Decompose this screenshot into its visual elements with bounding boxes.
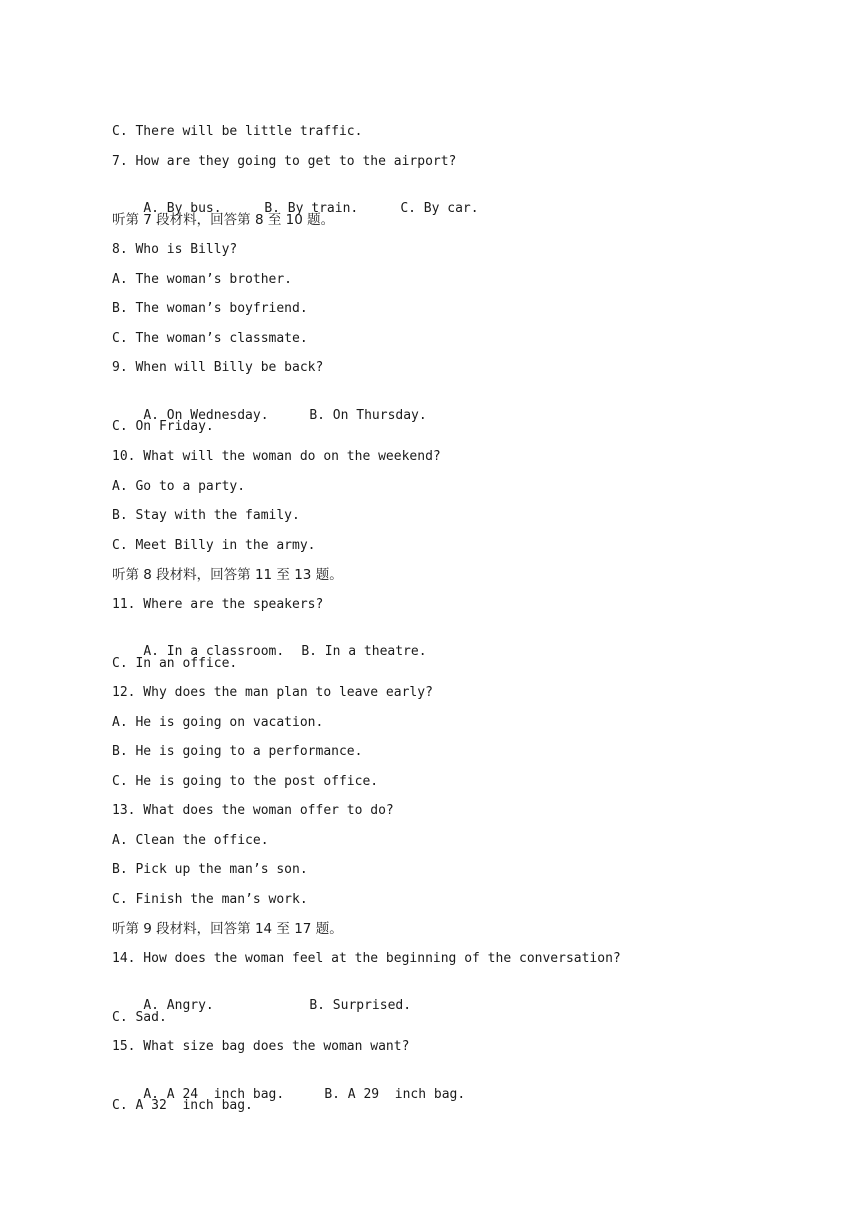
option-11b: B. In a theatre. (301, 644, 427, 659)
option-10a: A. Go to a party. (112, 479, 246, 494)
option-6c: C. There will be little traffic. (112, 124, 363, 139)
section-instruction-7: 听第 7 段材料，回答第 8 至 10 题。 (112, 212, 335, 228)
option-11c: C. In an office. (112, 656, 238, 671)
question-8: 8. Who is Billy? (112, 242, 238, 257)
option-13a: A. Clean the office. (112, 833, 269, 848)
option-8b: B. The woman’s boyfriend. (112, 301, 308, 316)
option-12b: B. He is going to a performance. (112, 744, 363, 759)
option-11a: A. In a classroom. (143, 644, 285, 659)
option-7b: B. By train. (264, 201, 359, 216)
option-14b: B. Surprised. (309, 998, 412, 1013)
section-instruction-9: 听第 9 段材料，回答第 14 至 17 题。 (112, 921, 343, 937)
option-15c: C. A 32 inch bag. (112, 1098, 253, 1113)
option-9c: C. On Friday. (112, 419, 214, 434)
option-10b: B. Stay with the family. (112, 508, 300, 523)
option-12c: C. He is going to the post office. (112, 774, 379, 789)
question-15: 15. What size bag does the woman want? (112, 1039, 410, 1054)
question-13: 13. What does the woman offer to do? (112, 803, 394, 818)
question-9: 9. When will Billy be back? (112, 360, 324, 375)
option-14a: A. Angry. (143, 998, 214, 1013)
option-9b: B. On Thursday. (309, 408, 427, 423)
option-13c: C. Finish the man’s work. (112, 892, 308, 907)
option-7c: C. By car. (400, 201, 479, 216)
option-13b: B. Pick up the man’s son. (112, 862, 308, 877)
option-12a: A. He is going on vacation. (112, 715, 324, 730)
option-15b: B. A 29 inch bag. (324, 1087, 466, 1102)
option-8c: C. The woman’s classmate. (112, 331, 308, 346)
question-10: 10. What will the woman do on the weekend? (112, 449, 441, 464)
option-9a: A. On Wednesday. (143, 408, 269, 423)
option-15a: A. A 24 inch bag. (143, 1087, 285, 1102)
question-11: 11. Where are the speakers? (112, 597, 324, 612)
option-10c: C. Meet Billy in the army. (112, 538, 316, 553)
document-page (112, 0, 832, 1216)
option-14c: C. Sad. (112, 1010, 167, 1025)
question-7: 7. How are they going to get to the airport? (112, 154, 457, 169)
option-8a: A. The woman’s brother. (112, 272, 293, 287)
section-instruction-8: 听第 8 段材料，回答第 11 至 13 题。 (112, 567, 343, 583)
option-7a: A. By bus. (143, 201, 222, 216)
question-14: 14. How does the woman feel at the beginning of the conversation? (112, 951, 621, 966)
question-12: 12. Why does the man plan to leave early? (112, 685, 433, 700)
